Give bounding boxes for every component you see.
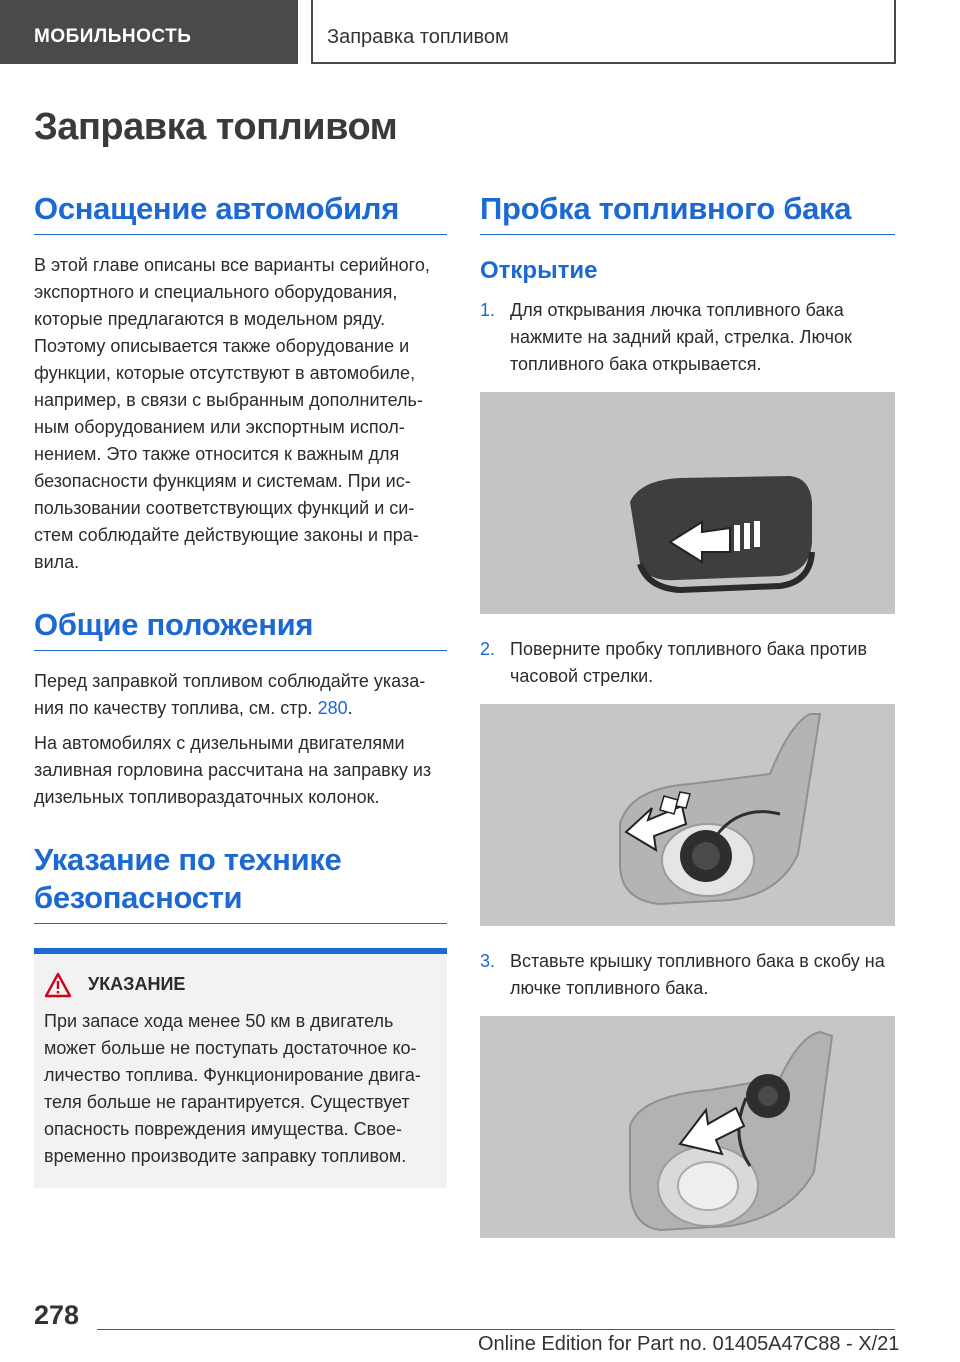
notice-text: При запасе хода менее 50 км в двигатель может больше не поступать достаточное количество топлива. Функционирование двигателя больше не гарантируется. Существует опасность повреждения имущества. Своевременно производите заправку топливом. <box>44 1010 421 1166</box>
subheading-opening: Открытие <box>480 257 598 285</box>
step-number: 2. <box>480 639 496 660</box>
step-3 <box>480 948 895 1002</box>
step-text: Для открывания лючка топливного бака нажмите на задний край, стрелка. Лючок топливного бака открывается. <box>510 300 852 375</box>
cap-holder-photo <box>480 1016 895 1238</box>
cap-holder-illustration <box>480 1016 895 1238</box>
header-chapter-label: Заправка топливом <box>311 0 896 64</box>
right-column <box>480 190 895 1260</box>
page-title: Заправка топливом <box>34 106 398 148</box>
step-number: 1. <box>480 300 496 321</box>
left-column <box>34 190 447 1188</box>
step-text: Поверните пробку топливного бака против часовой стрелки. <box>510 639 868 687</box>
notice-header <box>44 972 437 998</box>
step-1 <box>480 297 895 378</box>
heading-safety: Указание по технике безопасности <box>34 841 447 923</box>
notice-box <box>34 948 447 1188</box>
general-paragraph-2: На автомобилях с дизельными двигателями заливная горловина рассчитана на заправку из дизельных топливораздаточных колонок. <box>34 733 432 808</box>
fuel-flap-illustration <box>480 392 895 614</box>
page-reference-link[interactable]: 280 <box>317 698 348 719</box>
fuel-cap-photo <box>480 704 895 926</box>
heading-general: Общие положения <box>34 606 447 651</box>
equipment-text: В этой главе описаны все варианты серийного, экспортного и специального оборудования, которые предлагаются в модельном ряду. Поэтому описывается также оборудование и функции, которые отсутствуют в автомобиле, например, в связи с выбранным дополнительным оборудованием или экспортным исполнением. Это также относится к важным для безопасности функциям и системам. При использовании соответствующих функций и систем соблюдайте действующие законы и правила. <box>34 255 430 573</box>
step-number: 3. <box>480 951 496 972</box>
footer-divider <box>97 1329 895 1330</box>
page-number: 278 <box>34 1300 80 1330</box>
fuel-cap-illustration <box>480 704 895 926</box>
heading-fuel-cap: Пробка топливного бака <box>480 190 895 235</box>
step-text: Вставьте крышку топливного бака в скобу на лючке топливного бака. <box>510 951 885 999</box>
footer-edition-text: Online Edition for Part no. 01405A47C88 - X/21 <box>478 1333 900 1355</box>
notice-title: УКАЗАНИЕ <box>88 974 186 995</box>
header-section-label: МОБИЛЬНОСТЬ <box>0 0 298 64</box>
warning-triangle-icon <box>44 972 72 998</box>
general-paragraph-1: Перед заправкой топливом соблюдайте указания по качеству топлива, см. стр. 280. <box>34 671 426 719</box>
fuel-flap-photo <box>480 392 895 614</box>
heading-equipment: Оснащение автомобиля <box>34 190 447 235</box>
step-2 <box>480 636 895 690</box>
